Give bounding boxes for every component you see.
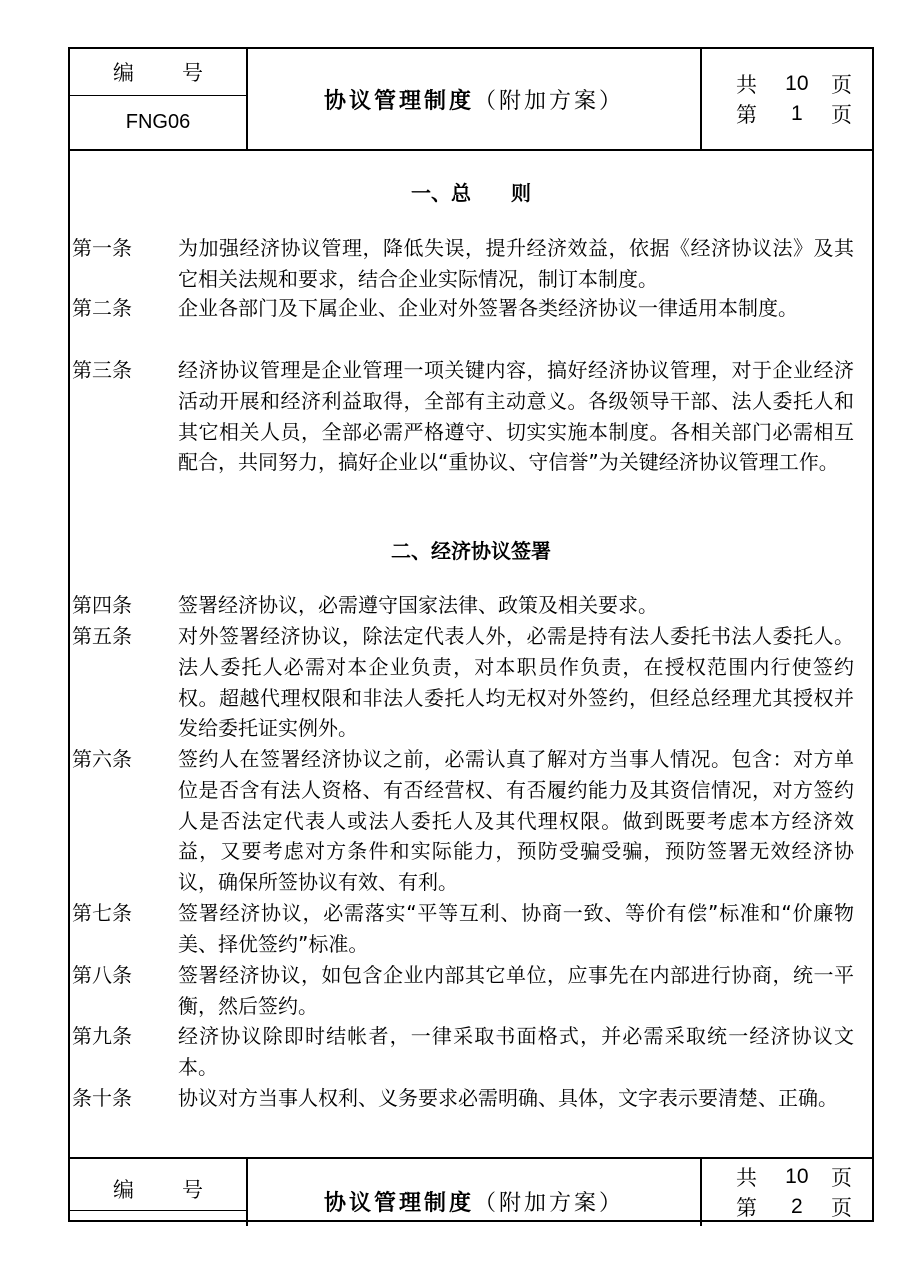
next-total-prefix: 共 [736,1166,757,1190]
header-page-cell [702,49,872,149]
article-text: 协议对方当事人权利、义务要求必需明确、具体，文字表示要清楚、正确。 [178,1086,838,1110]
document-title [248,49,700,149]
article-text: 签署经济协议，必需遵守国家法律、政策及相关要求。 [178,593,658,617]
header-code-cell [70,49,248,149]
section-title: 二、经济协议签署 [391,539,551,563]
section-title: 一、总 则 [411,181,531,205]
next-header-title-cell [248,1159,702,1226]
next-document-title-sub: （附加方案） [474,1191,625,1216]
document-code: FNG06 [125,111,191,133]
article-label: 第三条 [72,358,132,382]
next-total-pages: 10 [785,1165,809,1188]
next-page-header [70,1157,872,1226]
document-title-sub: （附加方案） [474,88,625,114]
next-page-number-line [736,1192,852,1222]
next-document-title-main: 协议管理制度 [323,1191,474,1216]
total-pages-line [736,69,852,99]
article-label: 第一条 [72,236,132,260]
next-total-suffix: 页 [831,1166,853,1190]
next-number-label-left: 编 [113,1178,134,1202]
page-number: 1 [791,102,803,125]
article-label: 第四条 [72,593,132,617]
number-label-right: 号 [182,61,203,85]
article-text: 签署经济协议，必需落实“平等互利、协商一致、等价有偿”标准和“价廉物美、择优签约”标准。 [178,901,854,956]
next-page-number: 2 [791,1195,803,1218]
article-label: 第五条 [72,624,132,648]
article-label: 第七条 [72,901,132,925]
header-title-cell [248,49,702,149]
next-total-pages-line [736,1162,852,1192]
article-label: 条十条 [72,1086,132,1110]
article-text: 签署经济协议，如包含企业内部其它单位，应事先在内部进行协商，统一平衡，然后签约。 [178,963,854,1018]
next-page-prefix: 第 [736,1196,757,1220]
document-frame [68,47,874,1222]
next-number-label-right: 号 [182,1178,203,1202]
total-pages: 10 [785,72,809,95]
article-text: 签约人在签署经济协议之前，必需认真了解对方当事人情况。包含：对方单位是否含有法人资格、有否经营权、有否履约能力及其资信情况，对方签约人是否法定代表人或法人委托人及其代理权限。做到既要考虑本方经济效益，又要考虑对方条件和实际能力，预防受骗受骗，预防签署无效经济协议，确保所签协议有效、有利。 [178,747,854,895]
article-label: 第八条 [72,963,132,987]
total-prefix: 共 [736,73,757,97]
document-body [70,149,872,1157]
article-text: 经济协议除即时结帐者，一律采取书面格式，并必需采取统一经济协议文本。 [178,1024,854,1079]
page-prefix: 第 [736,103,757,127]
total-suffix: 页 [831,73,853,97]
article-text: 为加强经济协议管理，降低失误，提升经济效益，依据《经济协议法》及其它相关法规和要求，结合企业实际情况，制订本制度。 [178,236,854,291]
next-page-suffix: 页 [831,1196,853,1220]
article-label: 第九条 [72,1024,132,1048]
page-suffix: 页 [831,103,853,127]
next-header-page-cell [702,1159,872,1226]
article-label: 第六条 [72,747,132,771]
number-label-left: 编 [113,61,134,85]
article-text: 企业各部门及下属企业、企业对外签署各类经济协议一律适用本制度。 [178,296,798,320]
page-header [70,49,872,151]
next-header-divider [70,1210,246,1211]
next-document-title [248,1177,700,1226]
document-title-main: 协议管理制度 [323,88,474,114]
article-label: 第二条 [72,296,132,320]
article-text: 经济协议管理是企业管理一项关键内容，搞好经济协议管理，对于企业经济活动开展和经济利益取得，全部有主动意义。各级领导干部、法人委托人和其它相关人员，全部必需严格遵守、切实实施本制度。各相关部门必需相互配合，共同努力，搞好企业以“重协议、守信誉”为关键经济协议管理工作。 [178,358,854,475]
article-text: 对外签署经济协议，除法定代表人外，必需是持有法人委托书法人委托人。法人委托人必需对本企业负责，对本职员作负责，在授权范围内行使签约权。超越代理权限和非法人委托人均无权对外签约，但经总经理尤其授权并发给委托证实例外。 [178,624,854,741]
page-number-line [736,99,852,129]
number-label [70,49,246,96]
next-header-code-cell [70,1159,248,1226]
